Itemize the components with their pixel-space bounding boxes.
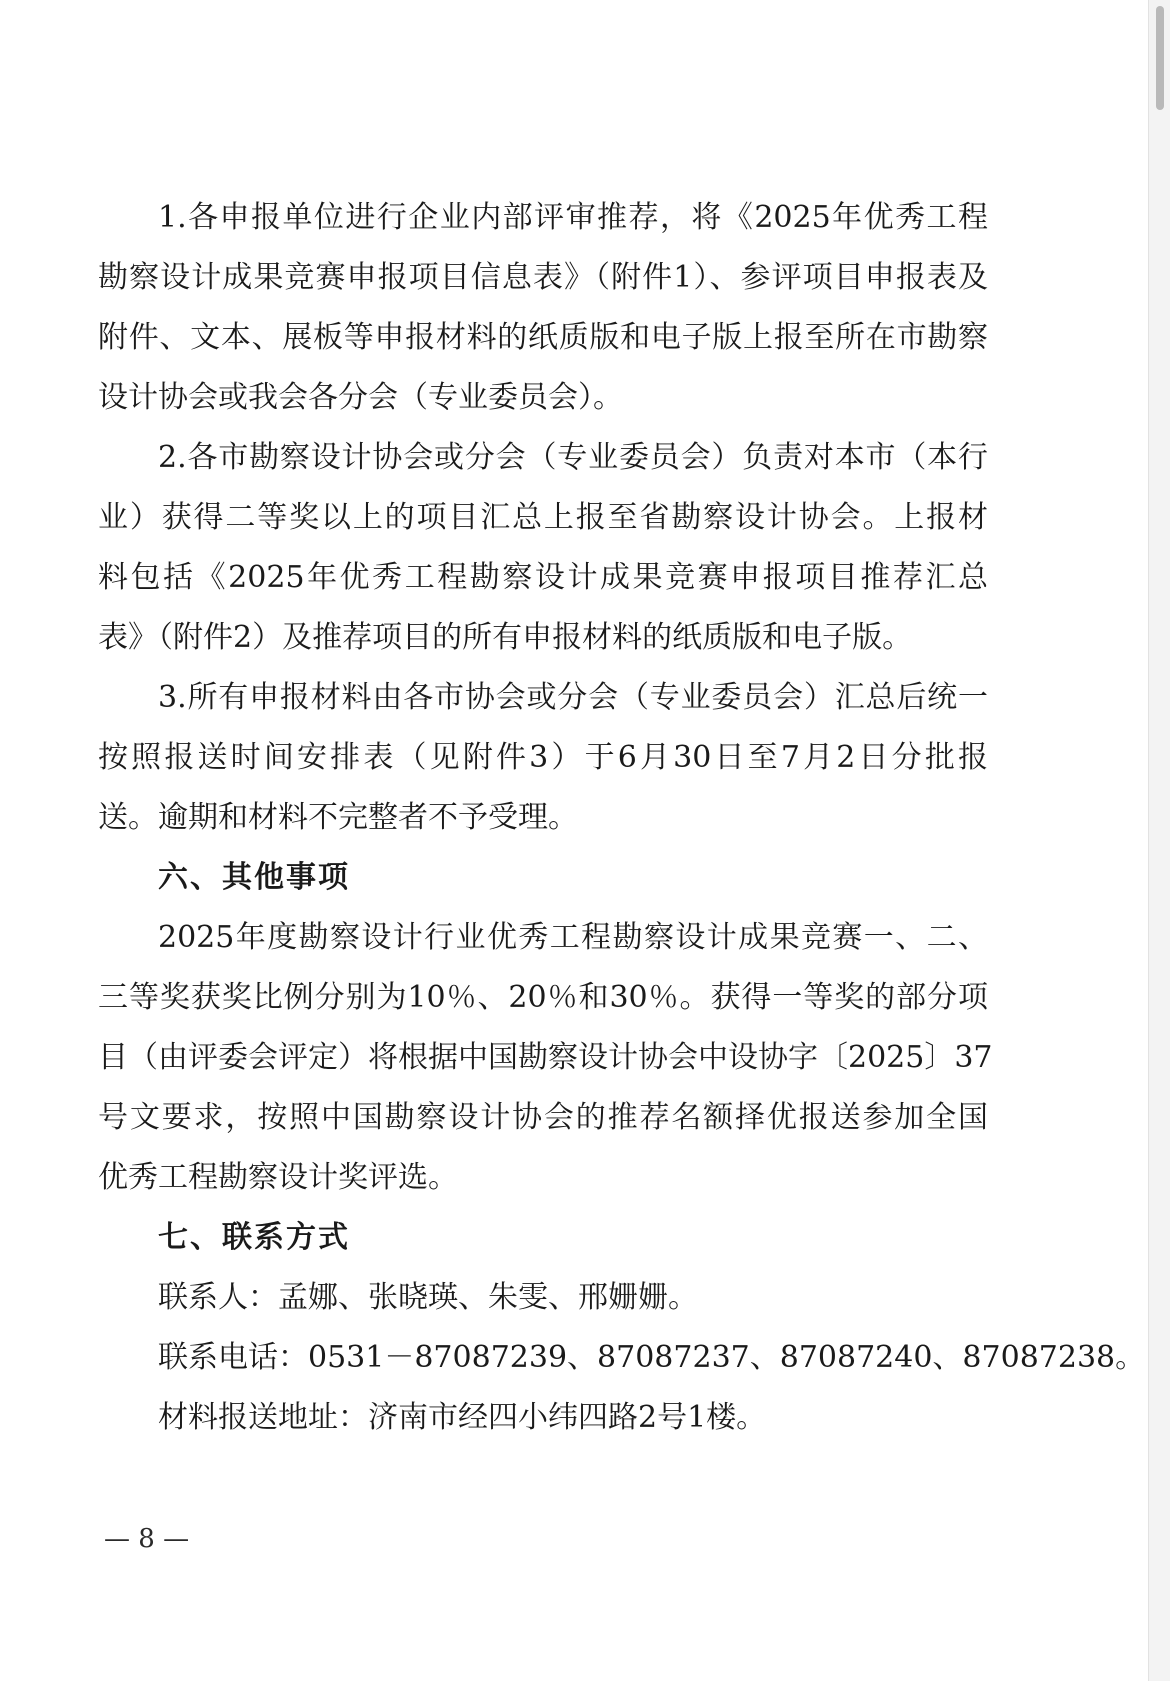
paragraph-2-line-4: 表》（附件2）及推荐项目的所有申报材料的纸质版和电子版。 [98,620,913,655]
contact-phone: 联系电话：0531－87087239、87087237、87087240、87087238。 [158,1340,1146,1375]
paragraph-4-line-5: 优秀工程勘察设计奖评选。 [98,1160,458,1195]
paragraph-1-line-1: 1.各申报单位进行企业内部评审推荐，将《2025年优秀工程 [158,200,988,235]
paragraph-2-line-2: 业）获得二等奖以上的项目汇总上报至省勘察设计协会。上报材 [98,500,988,535]
paragraph-4-line-2: 三等奖获奖比例分别为10％、20％和30％。获得一等奖的部分项 [98,980,988,1015]
paragraph-1-line-3: 附件、文本、展板等申报材料的纸质版和电子版上报至所在市勘察 [98,320,988,355]
paragraph-4-line-1: 2025年度勘察设计行业优秀工程勘察设计成果竞赛一、二、 [158,920,988,955]
section-6-heading: 六、其他事项 [158,860,350,895]
page-number: — 8 — [104,1524,190,1554]
paragraph-1-line-4: 设计协会或我会各分会（专业委员会）。 [98,380,623,415]
paragraph-2-line-1: 2.各市勘察设计协会或分会（专业委员会）负责对本市（本行 [158,440,988,475]
paragraph-3-line-2: 按照报送时间安排表（见附件3）于6月30日至7月2日分批报 [98,740,988,775]
contact-persons: 联系人：孟娜、张晓瑛、朱雯、邢姗姗。 [158,1280,698,1315]
paragraph-3-line-3: 送。逾期和材料不完整者不予受理。 [98,800,578,835]
paragraph-3-line-1: 3.所有申报材料由各市协会或分会（专业委员会）汇总后统一 [158,680,988,715]
paragraph-4-line-4: 号文要求，按照中国勘察设计协会的推荐名额择优报送参加全国 [98,1100,988,1135]
paragraph-1-line-2: 勘察设计成果竞赛申报项目信息表》（附件1）、参评项目申报表及 [98,260,988,295]
section-7-heading: 七、联系方式 [158,1220,350,1255]
paragraph-4-line-3: 目（由评委会评定）将根据中国勘察设计协会中设协字〔2025〕37 [98,1040,993,1075]
scrollbar-thumb[interactable] [1156,6,1164,110]
paragraph-2-line-3: 料包括《2025年优秀工程勘察设计成果竞赛申报项目推荐汇总 [98,560,988,595]
scrollbar-track[interactable] [1148,0,1170,1681]
contact-address: 材料报送地址：济南市经四小纬四路2号1楼。 [158,1400,767,1435]
